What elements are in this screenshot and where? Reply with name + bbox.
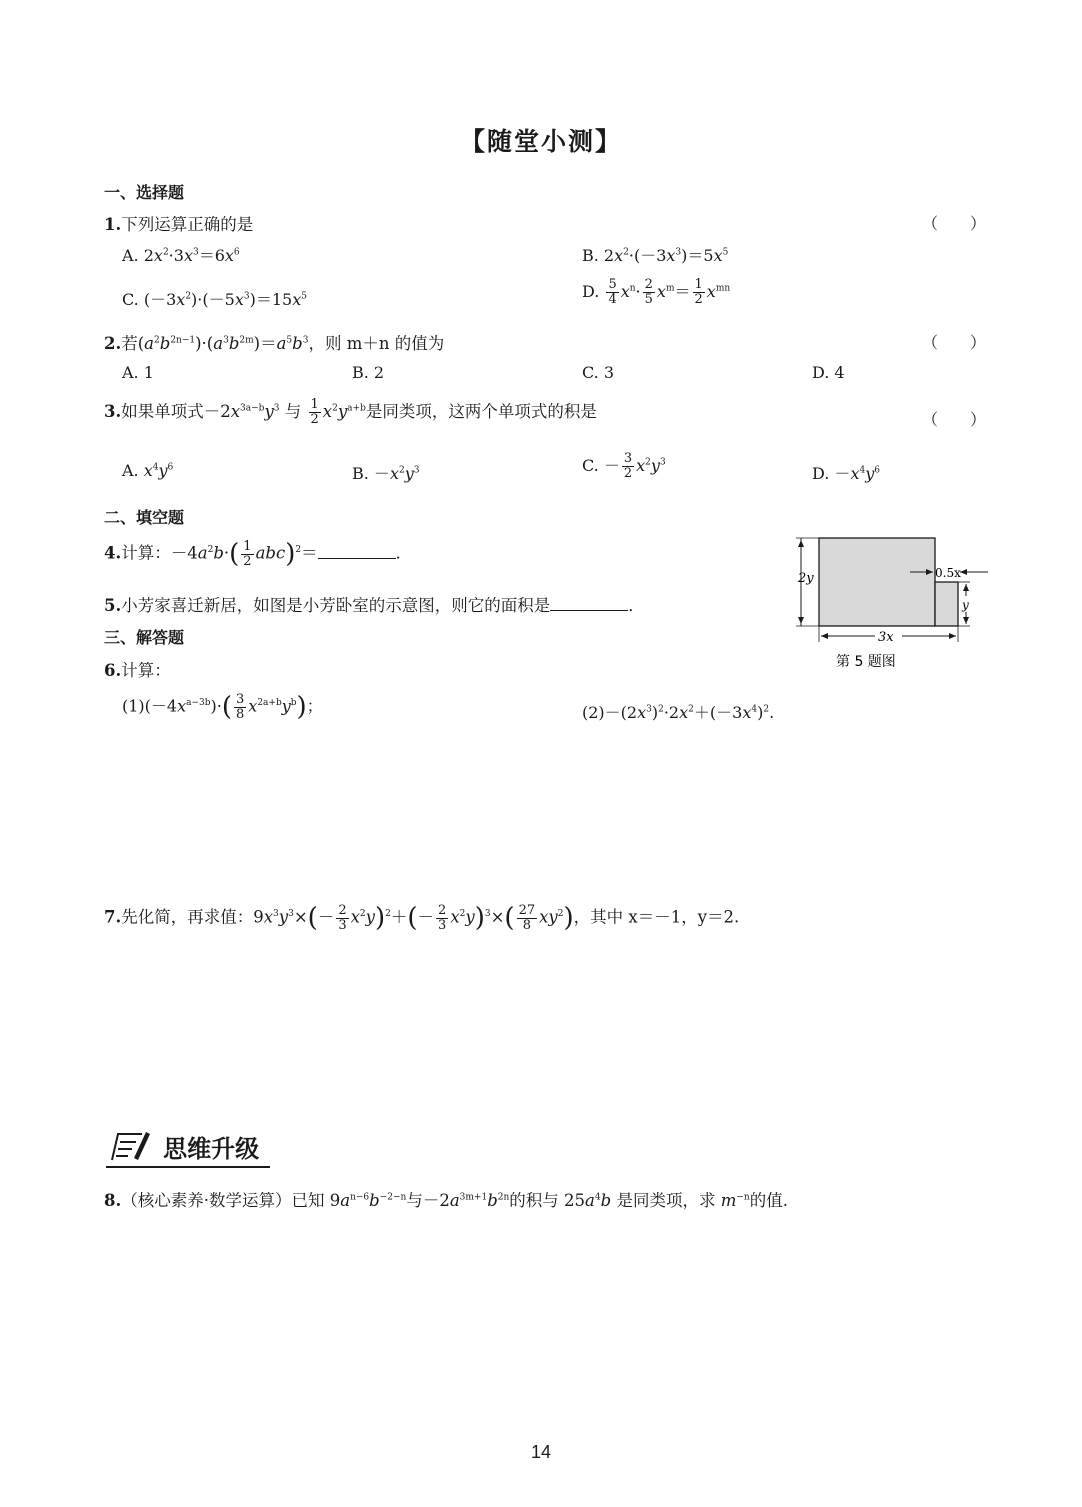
q1-option-a: A. $2x^2\cdot 3x^3=6x^6$ bbox=[122, 246, 240, 265]
q1-option-d: D. $\frac{5}{4}$ $x^n\cdot$ $\frac{2}{5}$ $x^m=$ $\frac{1}{2}$ $x^{mn}$ bbox=[582, 277, 731, 307]
header-underline bbox=[106, 1166, 270, 1168]
room-main-rect bbox=[819, 538, 935, 626]
question-1 bbox=[104, 211, 253, 235]
room-diagram bbox=[790, 530, 990, 675]
page-number: 14 bbox=[530, 1442, 552, 1462]
question-number: 7. bbox=[104, 907, 122, 927]
question-suffix: 是同类项，求 bbox=[616, 1191, 716, 1210]
question-prefix: 计算： bbox=[121, 543, 171, 563]
question-4: 4.计算：$-4a^2b\cdot$( $\frac{1}{2}$ abc)$^2$＝ ． bbox=[104, 538, 413, 569]
question-text: 计算： bbox=[121, 661, 171, 680]
pencil-note-icon bbox=[106, 1128, 152, 1164]
q2-option-d: D. 4 bbox=[812, 363, 845, 382]
label-y: y bbox=[962, 598, 969, 612]
answer-blank[interactable] bbox=[550, 596, 628, 611]
question-number: 8. bbox=[104, 1191, 122, 1210]
question-mid: 与 bbox=[284, 402, 302, 421]
question-mid: 的积与 bbox=[509, 1191, 559, 1210]
question-5 bbox=[104, 592, 645, 616]
question-7: 7.先化简，再求值：$9x^3y^3\times(-$ $\frac{2}{3}$ $x^2y)^2+(-$ $\frac{2}{3}$ $x^2y)^3\times$( $\frac{27}{8}$ $xy^2$)，其中 x＝－1，y＝2. bbox=[104, 902, 740, 933]
question-end: 的值. bbox=[749, 1191, 788, 1210]
question-number: 4. bbox=[104, 543, 122, 563]
question-6 bbox=[104, 657, 171, 681]
question-number: 6. bbox=[104, 661, 122, 680]
q1-option-b: B. $2x^2\cdot(-3x^3)=5x^5$ bbox=[582, 246, 729, 265]
answer-paren: （ ） bbox=[922, 410, 987, 429]
label-2y: 2y bbox=[798, 571, 814, 586]
section-heading-solve: 三、解答题 bbox=[104, 628, 185, 647]
q3-option-c: C. － $\frac{3}{2}$ $x^2y^3$ bbox=[582, 451, 666, 481]
question-number: 2. bbox=[104, 334, 122, 353]
q3-option-a: A. $x^4y^6$ bbox=[122, 461, 174, 480]
question-number: 3. bbox=[104, 402, 122, 421]
question-mid: 与 bbox=[406, 1191, 423, 1210]
section-heading-fill: 二、填空题 bbox=[104, 508, 185, 527]
question-2: 2.若$(a^2b^{2n-1})\cdot(a^3b^{2m})=a^5b^3$，则 m＋n 的值为 bbox=[104, 334, 445, 353]
q2-option-a: A. 1 bbox=[122, 363, 154, 382]
question-suffix: ，其中 x＝－1，y＝2. bbox=[573, 907, 740, 927]
question-8: 8.（核心素养·数学运算）已知 $9a^{n-6}b^{-2-n}$与$-2a^{3m+1}b^{2n}$的积与 $25a^4b$ 是同类项，求 $m^{-n}$的值. bbox=[104, 1191, 788, 1210]
question-3: 3.如果单项式$-2x^{3a-b}y^3$ 与 $\frac{1}{2}$ $x^2y^{a+b}$是同类项，这两个单项式的积是 bbox=[104, 397, 597, 427]
question-suffix: ． bbox=[395, 543, 413, 563]
question-prefix: （核心素养·数学运算）已知 bbox=[121, 1191, 325, 1210]
q1-option-c: C. $(-3x^2)\cdot(-5x^3)=15x^5$ bbox=[122, 290, 307, 309]
q6-part-1: $(1)(-4x^{a-3b})\cdot$( $\frac{3}{8}$ $x^{2a+b}y^b$)； bbox=[122, 691, 323, 722]
answer-paren: （ ） bbox=[922, 333, 987, 352]
upgrade-label: 思维升级 bbox=[163, 1134, 260, 1163]
label-3x: 3x bbox=[878, 630, 894, 645]
question-suffix: ． bbox=[628, 596, 645, 615]
q3-option-b: B. $-x^2y^3$ bbox=[352, 464, 420, 483]
q6-part-2: $(2)-(2x^3)^2\cdot 2x^2+(-3x^4)^2$. bbox=[582, 703, 775, 722]
q2-option-c: C. 3 bbox=[582, 363, 615, 382]
question-text: 小芳家喜迁新居，如图是小芳卧室的示意图，则它的面积是 bbox=[121, 596, 551, 615]
question-prefix: 先化简，再求值： bbox=[121, 907, 254, 927]
question-prefix: 如果单项式 bbox=[121, 402, 204, 421]
q2-option-b: B. 2 bbox=[352, 363, 385, 382]
room-small-rect bbox=[935, 582, 958, 626]
question-suffix: 是同类项，这两个单项式的积是 bbox=[365, 402, 597, 421]
section-heading-choice: 一、选择题 bbox=[104, 183, 185, 202]
question-prefix: 若 bbox=[121, 334, 138, 353]
question-number: 1. bbox=[104, 215, 122, 234]
label-05x: 0.5x bbox=[935, 566, 961, 580]
answer-blank[interactable] bbox=[318, 544, 396, 559]
q3-option-d: D. $-x^4y^6$ bbox=[812, 464, 880, 483]
question-suffix: ，则 m＋n 的值为 bbox=[308, 334, 445, 353]
figure-caption: 第 5 题图 bbox=[836, 654, 896, 670]
question-stem: 下列运算正确的是 bbox=[121, 215, 254, 234]
thinking-upgrade-header bbox=[106, 1128, 259, 1164]
page-title: 【随堂小测】 bbox=[459, 127, 622, 156]
question-number: 5. bbox=[104, 596, 122, 615]
answer-paren: （ ） bbox=[922, 214, 987, 233]
